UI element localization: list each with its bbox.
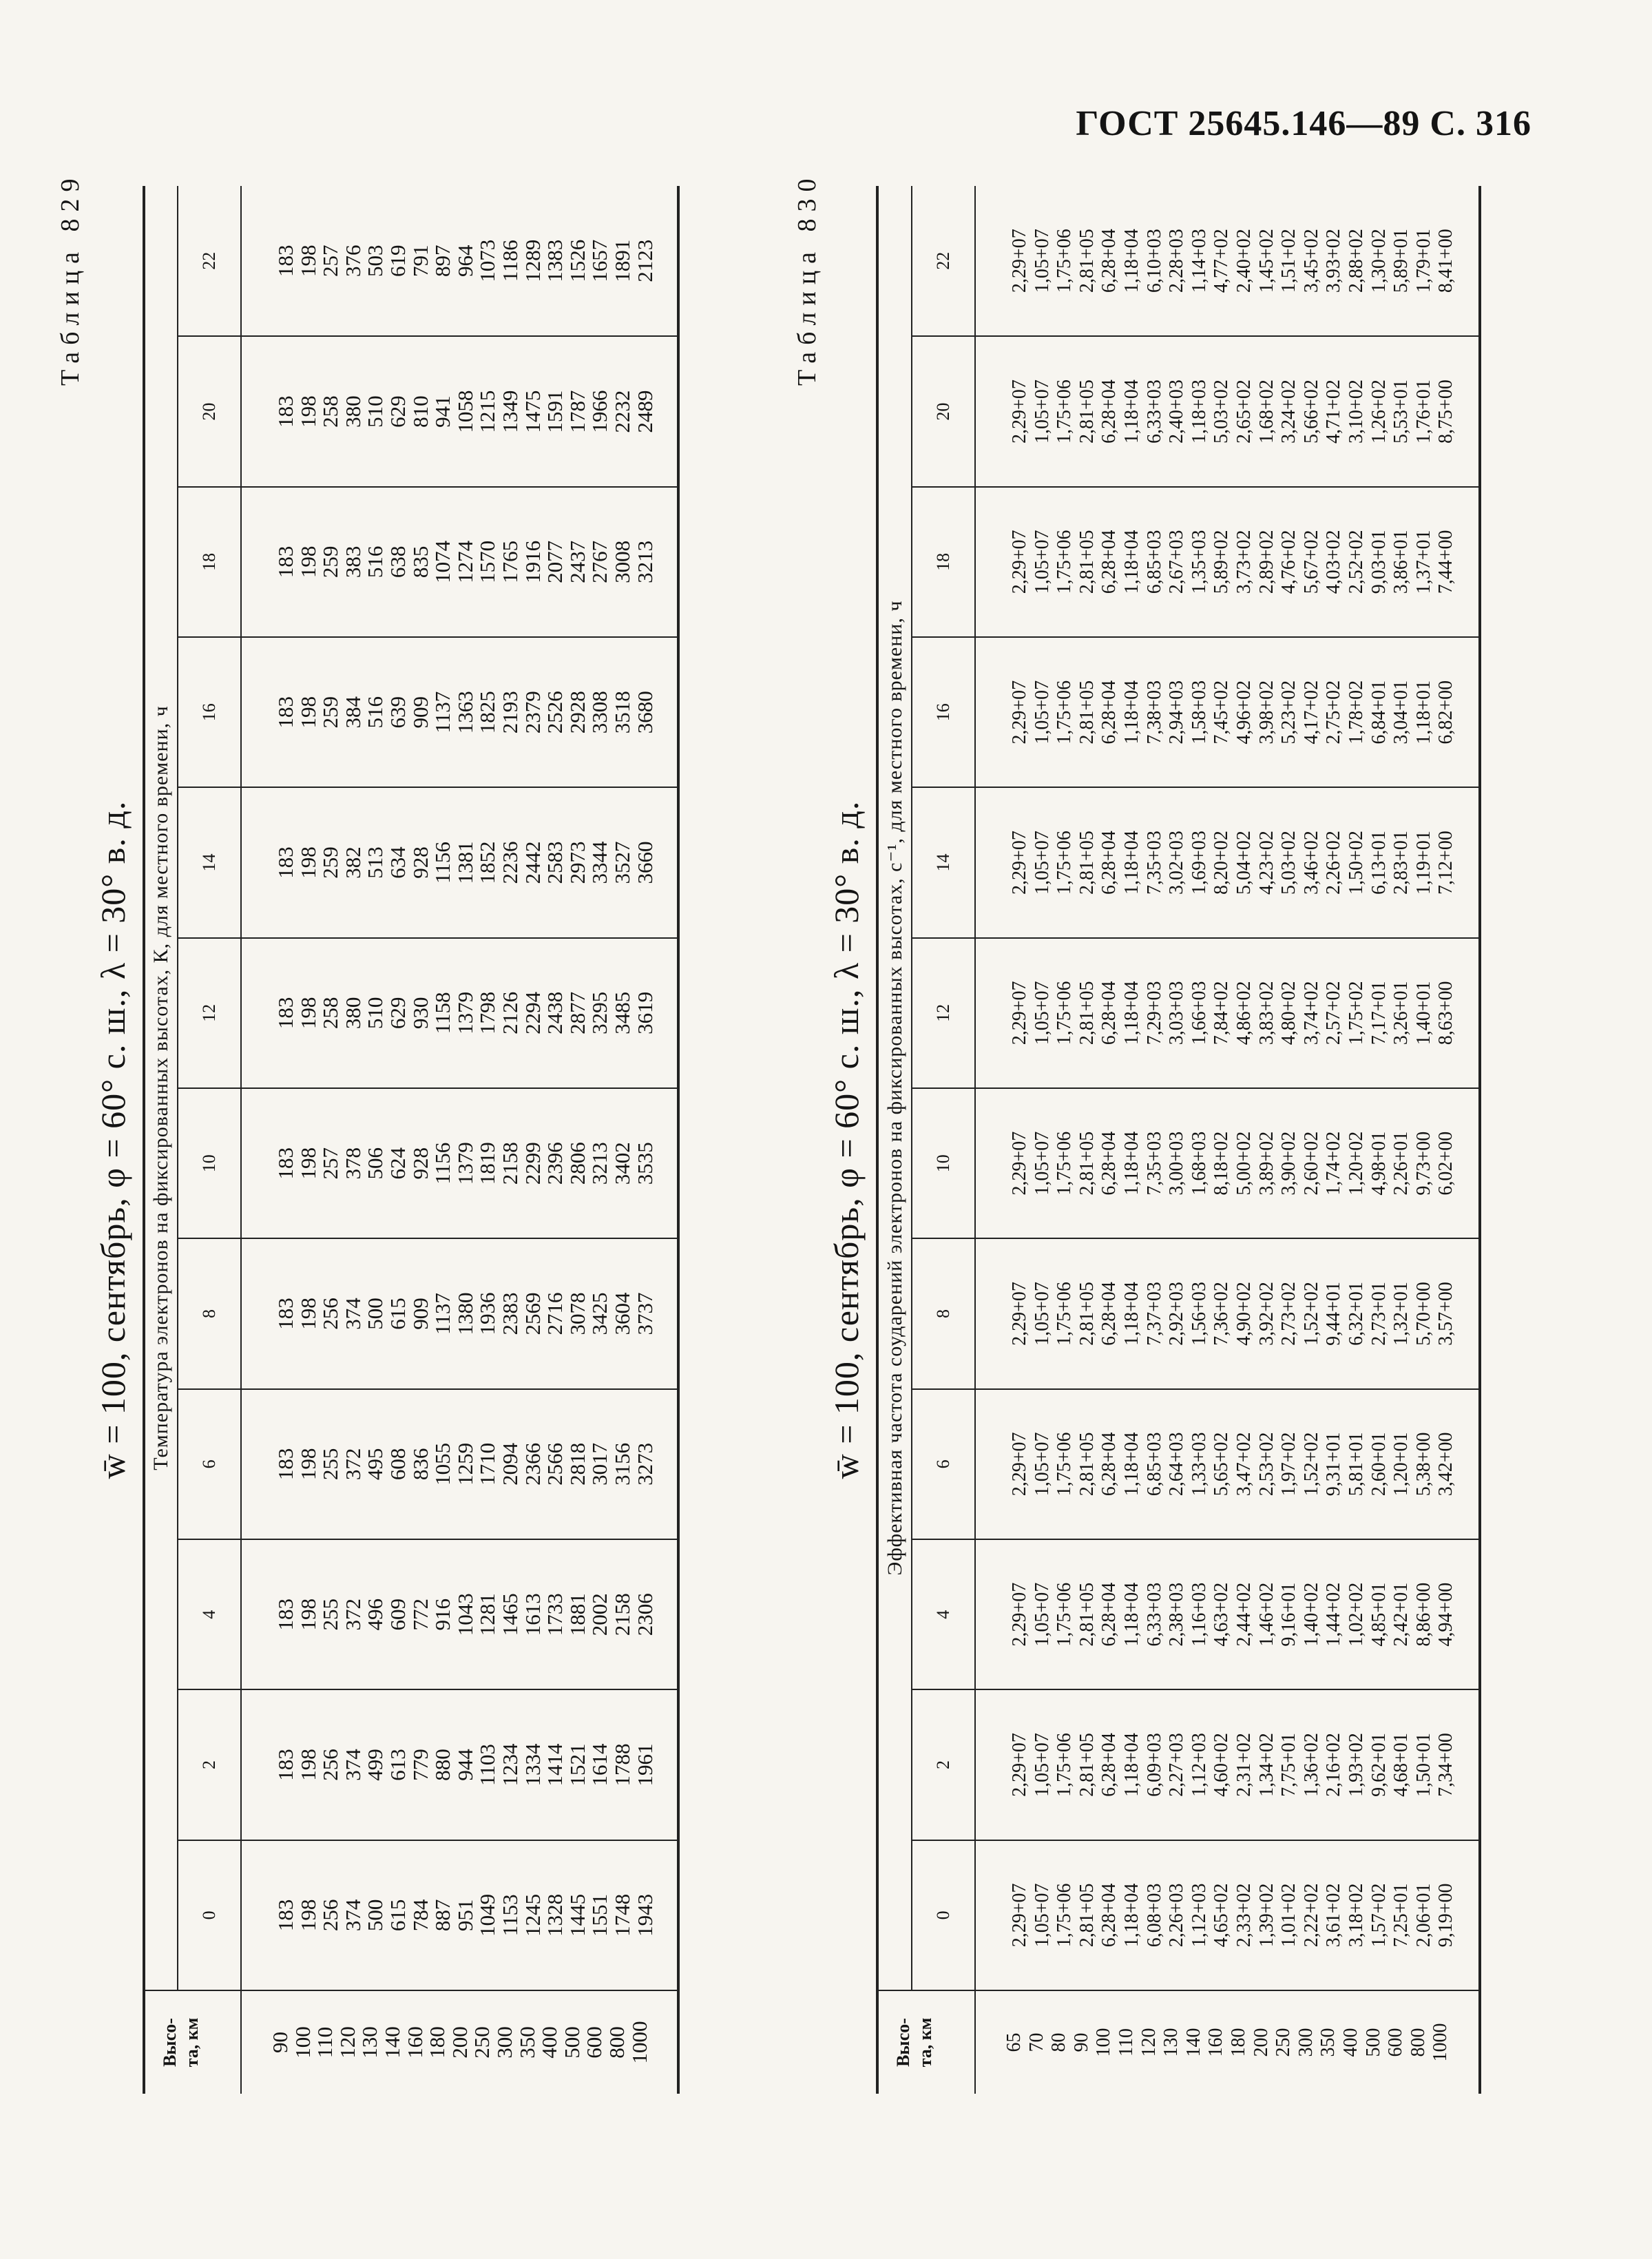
- time-header-10: 10: [178, 1088, 241, 1238]
- time-header-22: 22: [912, 186, 975, 336]
- values-column-2: 2,29+07 1,05+07 1,75+06 2,81+05 6,28+04 1,18+04 6,09+03 2,27+03 1,12+03 4,60+02 2,31+02 1,34+02 7,75+01 1,36+02 2,16+02 1,93+02 9,62+01 4,68+01 1,50+01 7,34+00: [975, 1689, 1480, 1840]
- values-column-6: 2,29+07 1,05+07 1,75+06 2,81+05 6,28+04 1,18+04 6,85+03 2,64+03 1,33+03 5,65+02 3,47+02 2,53+02 1,97+02 1,52+02 9,31+01 5,81+01 2,60+01 1,20+01 5,38+00 3,42+00: [975, 1389, 1480, 1539]
- time-header-18: 18: [178, 487, 241, 637]
- time-header-2: 2: [178, 1689, 241, 1840]
- values-column-18: 2,29+07 1,05+07 1,75+06 2,81+05 6,28+04 1,18+04 6,85+03 2,67+03 1,35+03 5,89+02 3,73+02 2,89+02 4,76+02 5,67+02 4,03+02 2,52+02 9,03+01 3,86+01 1,37+01 7,44+00: [975, 487, 1480, 637]
- table-830-caption: w̄ = 100, сентябрь, φ = 60° с. ш., λ = 30° в. д.: [827, 800, 866, 1479]
- values-column-4: 2,29+07 1,05+07 1,75+06 2,81+05 6,28+04 1,18+04 6,33+03 2,38+03 1,16+03 4,63+02 2,44+02 1,46+02 9,16+01 1,40+02 1,44+02 1,02+02 4,85+01 2,42+01 8,86+00 4,94+00: [975, 1539, 1480, 1689]
- time-header-12: 12: [178, 938, 241, 1088]
- time-header-20: 20: [912, 336, 975, 486]
- time-header-20: 20: [178, 336, 241, 486]
- values-column-18: 183 198 259 383 516 638 835 1074 1274 1570 1765 1916 2077 2437 2767 3008 3213: [241, 487, 678, 637]
- table-829-grid: [143, 186, 680, 2094]
- column-group-title: Эффективная частота соударений электронов на фиксированных высотах, с⁻¹, для местного времени, ч: [877, 186, 912, 1990]
- height-column-header: Высо- та, км: [144, 1990, 241, 2094]
- time-header-4: 4: [912, 1539, 975, 1689]
- values-column-12: 2,29+07 1,05+07 1,75+06 2,81+05 6,28+04 1,18+04 7,29+03 3,03+03 1,66+03 7,84+02 4,86+02 3,83+02 4,80+02 3,74+02 2,57+02 1,75+02 7,17+01 3,26+01 1,40+01 8,63+00: [975, 938, 1480, 1088]
- time-header-6: 6: [912, 1389, 975, 1539]
- time-header-14: 14: [178, 787, 241, 937]
- time-header-14: 14: [912, 787, 975, 937]
- time-header-8: 8: [178, 1238, 241, 1388]
- page-header: ГОСТ 25645.146—89 С. 316: [1076, 104, 1531, 143]
- values-column-14: 2,29+07 1,05+07 1,75+06 2,81+05 6,28+04 1,18+04 7,35+03 3,02+03 1,69+03 8,20+02 5,04+02 4,23+02 5,03+02 3,46+02 2,26+02 1,50+02 6,13+01 2,83+01 1,19+01 7,12+00: [975, 787, 1480, 937]
- values-column-20: 2,29+07 1,05+07 1,75+06 2,81+05 6,28+04 1,18+04 6,33+03 2,40+03 1,18+03 5,03+02 2,65+02 1,68+02 3,24+02 5,66+02 4,71+02 3,10+02 1,26+02 5,53+01 1,76+01 8,75+00: [975, 336, 1480, 486]
- table-829-caption: w̄ = 100, сентябрь, φ = 60° с. ш., λ = 30° в. д.: [94, 800, 132, 1479]
- time-header-0: 0: [178, 1840, 241, 1990]
- time-header-4: 4: [178, 1539, 241, 1689]
- values-column-4: 183 198 255 372 496 609 772 916 1043 1281 1465 1613 1733 1881 2002 2158 2306: [241, 1539, 678, 1689]
- height-values: 65 70 80 90 100 110 120 130 140 160 180 200 250 300 350 400 500 600 800 1000: [1003, 2023, 1452, 2062]
- table-829-label: Таблица 829: [56, 171, 85, 386]
- table-829: [93, 186, 726, 2094]
- values-column-6: 183 198 255 372 495 608 836 1055 1259 1710 2094 2366 2566 2818 3017 3156 3273: [241, 1389, 678, 1539]
- table-830: [826, 186, 1501, 2094]
- values-column-10: 2,29+07 1,05+07 1,75+06 2,81+05 6,28+04 1,18+04 7,35+03 3,00+03 1,68+03 8,18+02 5,00+02 3,89+02 3,90+02 2,60+02 1,74+02 1,20+02 4,98+01 2,26+01 9,73+00 6,02+00: [975, 1088, 1480, 1238]
- values-column-22: 183 198 257 376 503 619 791 897 964 1073 1186 1289 1383 1526 1657 1891 2123: [241, 186, 678, 336]
- values-column-0: 2,29+07 1,05+07 1,75+06 2,81+05 6,28+04 1,18+04 6,08+03 2,26+03 1,12+03 4,65+02 2,33+02 1,39+02 1,01+02 2,22+02 3,61+02 3,18+02 1,57+02 7,25+01 2,06+01 9,19+00: [975, 1840, 1480, 1990]
- height-column-header: Высо- та, км: [877, 1990, 975, 2094]
- time-header-16: 16: [912, 637, 975, 787]
- time-header-10: 10: [912, 1088, 975, 1238]
- values-column-16: 2,29+07 1,05+07 1,75+06 2,81+05 6,28+04 1,18+04 7,38+03 2,94+03 1,58+03 7,45+02 4,96+02 3,98+02 5,23+02 4,17+02 2,75+02 1,78+02 6,84+01 3,04+01 1,18+01 6,82+00: [975, 637, 1480, 787]
- time-header-8: 8: [912, 1238, 975, 1388]
- values-column-12: 183 198 258 380 510 629 930 1158 1379 1798 2126 2294 2438 2877 3295 3485 3619: [241, 938, 678, 1088]
- time-header-12: 12: [912, 938, 975, 1088]
- table-830-label: Таблица 830: [793, 171, 822, 386]
- time-header-22: 22: [178, 186, 241, 336]
- time-header-2: 2: [912, 1689, 975, 1840]
- values-column-16: 183 198 259 384 516 639 909 1137 1363 1825 2193 2379 2526 2928 3308 3518 3680: [241, 637, 678, 787]
- time-header-16: 16: [178, 637, 241, 787]
- column-group-title: Температура электронов на фиксированных высотах, К, для местного времени, ч: [144, 186, 178, 1990]
- time-header-18: 18: [912, 487, 975, 637]
- values-column-8: 2,29+07 1,05+07 1,75+06 2,81+05 6,28+04 1,18+04 7,37+03 2,92+03 1,56+03 7,36+02 4,90+02 3,92+02 2,73+02 1,52+02 9,44+01 6,32+01 2,73+01 1,32+01 5,70+00 3,57+00: [975, 1238, 1480, 1388]
- values-column-14: 183 198 259 382 513 634 928 1156 1381 1852 2236 2442 2583 2973 3344 3527 3660: [241, 787, 678, 937]
- values-column-10: 183 198 257 378 506 624 928 1156 1379 1819 2158 2299 2396 2806 3213 3402 3535: [241, 1088, 678, 1238]
- height-values: 90 100 110 120 130 140 160 180 200 250 300 350 400 500 600 800 1000: [268, 2021, 651, 2064]
- values-column-22: 2,29+07 1,05+07 1,75+06 2,81+05 6,28+04 1,18+04 6,10+03 2,28+03 1,14+03 4,77+02 2,40+02 1,45+02 1,51+02 3,45+02 3,93+02 2,88+02 1,30+02 5,89+01 1,79+01 8,41+00: [975, 186, 1480, 336]
- values-column-20: 183 198 258 380 510 629 810 941 1058 1215 1349 1475 1591 1787 1966 2232 2489: [241, 336, 678, 486]
- values-column-0: 183 198 256 374 500 615 784 887 951 1049 1153 1245 1328 1445 1551 1748 1943: [241, 1840, 678, 1990]
- values-column-2: 183 198 256 374 499 613 779 880 944 1103 1234 1334 1414 1521 1614 1788 1961: [241, 1689, 678, 1840]
- values-column-8: 183 198 256 374 500 615 909 1137 1380 1936 2383 2569 2716 3078 3425 3604 3737: [241, 1238, 678, 1388]
- time-header-0: 0: [912, 1840, 975, 1990]
- time-header-6: 6: [178, 1389, 241, 1539]
- table-830-grid: [876, 186, 1481, 2094]
